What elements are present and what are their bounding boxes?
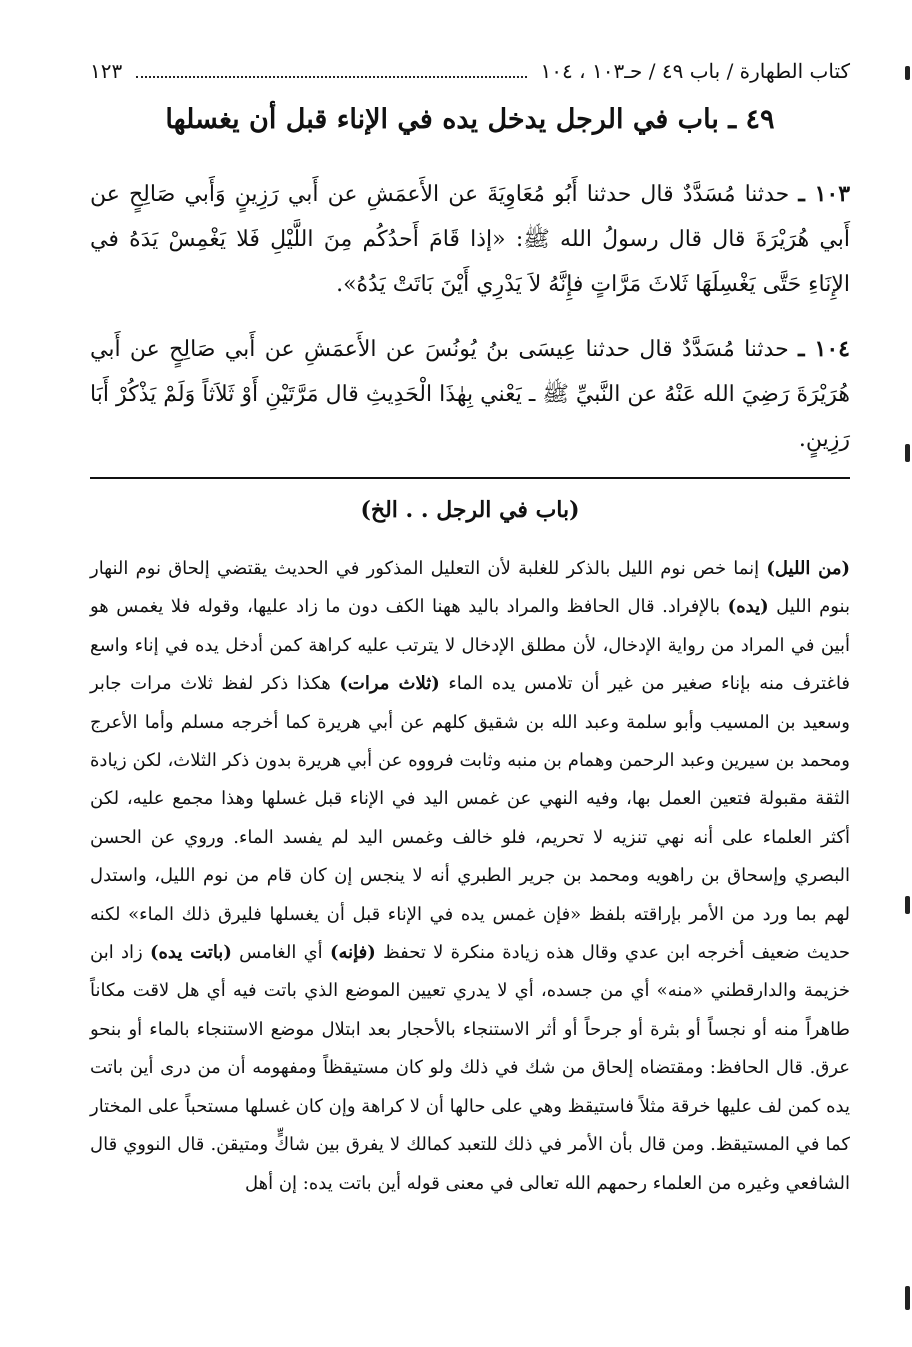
gloss-term: (من الليل): [766, 558, 850, 579]
gloss-term: (ثلاث مرات): [339, 673, 440, 695]
footnote-separator: [90, 477, 850, 479]
running-header: [90, 54, 850, 88]
hadith-text: حدثنا مُسَدَّدٌ قال حدثنا عِيسَى بنُ يُونُسَ عن الأَعمَشِ عن أَبي صَالِحٍ عن أَبي هُرَيْرَةَ رَضِيَ الله عَنْهُ عن النَّبيِّ ﷺ ـ يَعْني بِهٰذَا الْحَدِيثِ قال مَرَّتَيْنِ أَوْ ثَلاَثاً وَلَمْ يَذْكُرْ أَبَا رَزِينٍ.: [90, 337, 850, 452]
commentary-text: إنما خص نوم الليل بالذكر للغلبة لأن التعليل المذكور في الحديث يقتضي إلحاق نوم النهار بنوم الليل: [90, 558, 851, 618]
scan-edge-mark: [905, 66, 910, 80]
running-header-title: كتاب الطهارة / باب ٤٩ / حـ١٠٣ ، ١٠٤: [540, 59, 850, 83]
gloss-term: (باتت يده): [149, 942, 232, 964]
page-number: ١٢٣: [90, 59, 123, 83]
scan-edge-mark: [905, 1286, 910, 1310]
scan-edge-mark: [905, 896, 910, 914]
hadith-103: [90, 172, 850, 307]
commentary-text: زاد ابن خزيمة والدارقطني «منه» أي من جسده، أي لا يدري تعيين الموضع الذي باتت فيه أي هل لاقت مكاناً طاهراً منه أو نجساً أو بثرة أو جرحاً أو أثر الاستنجاء بالأحجار بعد ابتلال موضع الاستنجاء بالماء أو بنحو عرق. قال الحافظ: ومقتضاه إلحاق من شك في ذلك ولو كان مستيقظاً ومفهومه أن من درى أين باتت يده كمن لف عليها خرقة مثلاً فاستيقظ وهي على حالها أن لا كراهة وإن كان غسلها مستحباً على المختار كما في المستيقظ. ومن قال بأن الأمر في ذلك للتعبد كمالك لا يفرق بين شاكٍّ ومتيقن. قال النووي قال الشافعي وغيره من العلماء رحمهم الله تعالى في معنى قوله أين باتت يده: إن أهل: [90, 942, 850, 1194]
commentary-text: بالإفراد. قال الحافظ والمراد باليد ههنا الكف دون ما زاد عليها، وقوله فلا يغمس هو أبين في المراد من رواية الإدخال، لأن مطلق الإدخال لا يترتب عليه كراهة كمن أدخل يده في إناء واسع فاغترف منه بإناء صغير من غير أن تلامس يده الماء: [90, 596, 851, 695]
leader-dots: [136, 64, 526, 78]
book-page: [90, 0, 850, 1347]
hadith-number: ١٠٣ ـ: [798, 181, 851, 207]
gloss-term: (يده): [727, 596, 769, 618]
hadith-104: [90, 327, 850, 462]
chapter-heading: ٤٩ ـ باب في الرجل يدخل يده في الإناء قبل أن يغسلها: [165, 104, 775, 135]
gloss-term: (فإنه): [329, 942, 376, 964]
commentary-text: هكذا ذكر لفظ ثلاث مرات جابر وسعيد بن المسيب وأبو سلمة وعبد الله بن شقيق كلهم عن أبي هريرة كما أخرجه مسلم وأما الأعرج ومحمد بن سيرين وعبد الرحمن وهمام بن منبه وثابت فرووه عن أبي هريرة بدون ذكر الثلاث، لكن زيادة الثقة مقبولة فتعين العمل بها، وفيه النهي عن غمس اليد في الإناء قبل غسلها وهذا مجمع عليه، لكن أكثر العلماء على أنه نهي تنزيه لا تحريم، فلو خالف وغمس اليد لم يفسد الماء. وروي عن الحسن البصري وإسحاق بن راهويه ومحمد بن جرير الطبري أنه لا ينجس إن كان قام من نوم الليل، واستدل لهم بما ورد من الأمر بإراقته بلفظ «فإن غمس يده في الإناء قبل أن يغسلها فليرق ذلك الماء» لكنه حديث ضعيف أخرجه ابن عدي وقال هذه زيادة منكرة لا تحفظ: [90, 673, 850, 964]
scan-edge-mark: [905, 444, 910, 462]
commentary-title: (باب في الرجل . . الخ): [360, 497, 580, 523]
commentary-text: أي الغامس: [231, 942, 330, 964]
hadith-text: حدثنا مُسَدَّدٌ قال حدثنا أَبُو مُعَاوِيَةَ عن الأَعمَشِ عن أَبي رَزِينٍ وَأَبي صَالِحٍ عن أَبي هُرَيْرَةَ قال قال رسولُ الله ﷺ: «إذا قَامَ أَحدُكُم مِنَ اللَّيْلِ فَلا يَغْمِسْ يَدَهُ في الإِنَاءِ حَتَّى يَغْسِلَهَا ثَلاثَ مَرَّاتٍ فإِنَّهُ لاَ يَدْرِي أَيْنَ بَاتَتْ يَدُهُ».: [90, 182, 850, 297]
hadith-number: ١٠٤ ـ: [798, 336, 850, 362]
commentary-body: [90, 550, 850, 1203]
